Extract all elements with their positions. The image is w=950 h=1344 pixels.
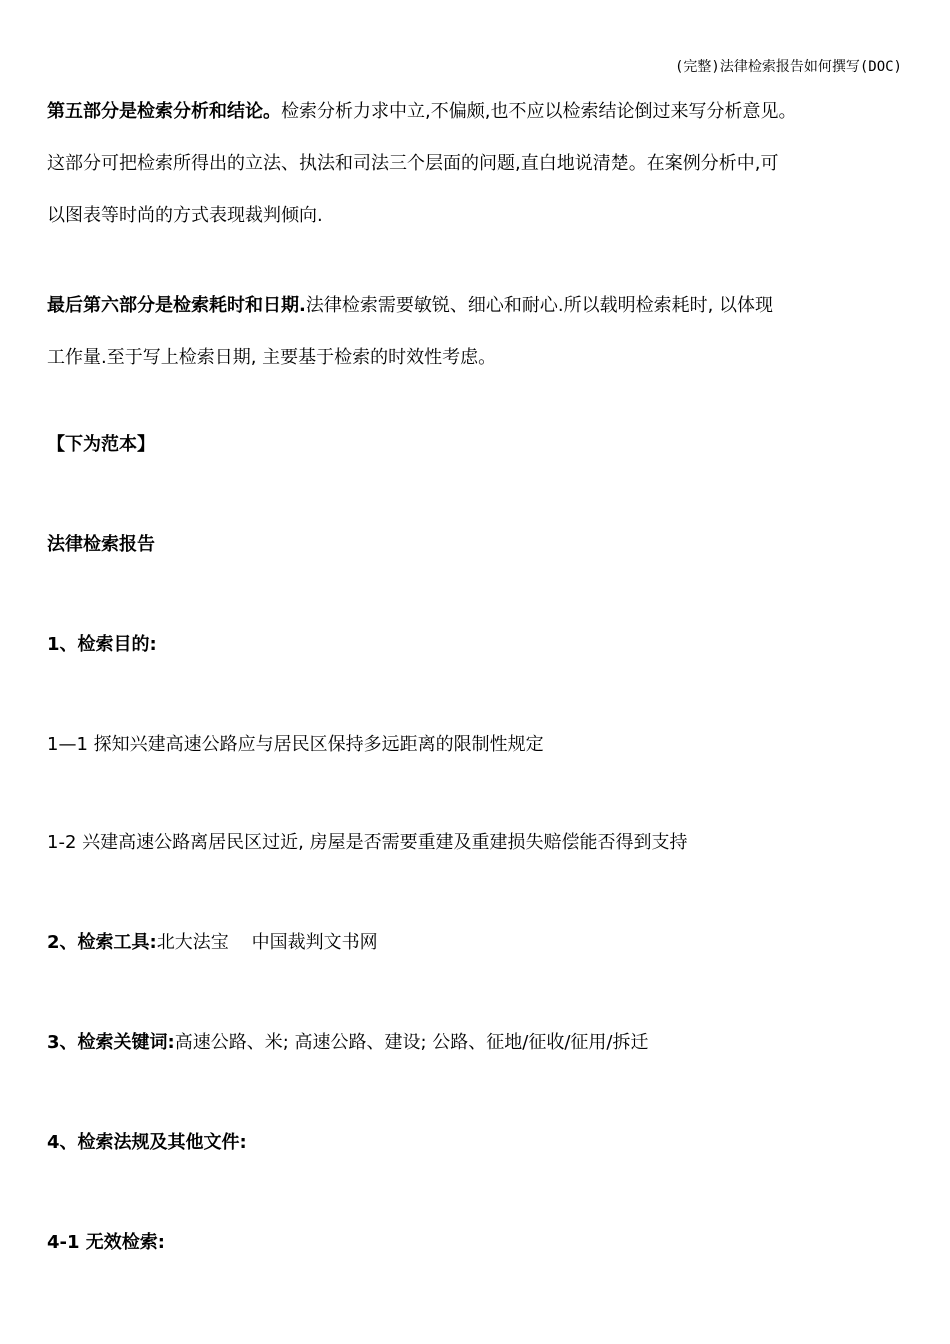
section6-lead: 最后第六部分是检索耗时和日期. (47, 295, 306, 316)
section6-paragraph (47, 280, 907, 384)
section6-line2: 工作量.至于写上检索日期, 主要基于检索的时效性考虑。 (47, 347, 497, 368)
item1-heading: 1、检索目的: (47, 634, 157, 655)
section5-line1-text: 检索分析力求中立,不偏颇,也不应以检索结论倒过来写分析意见。 (281, 101, 797, 122)
section5-lead: 第五部分是检索分析和结论。 (47, 101, 281, 122)
item2-line (47, 934, 378, 952)
section5-line3: 以图表等时尚的方式表现裁判倾向. (47, 205, 323, 226)
section5-line2: 这部分可把检索所得出的立法、执法和司法三个层面的问题,直白地说清楚。在案例分析中,可 (47, 153, 779, 174)
item2-value: 北大法宝 中国裁判文书网 (156, 932, 378, 953)
template-marker: 【下为范本】 (47, 434, 155, 455)
section6-line1 (47, 280, 907, 332)
item1-sub2: 1-2 兴建高速公路离居民区过近, 房屋是否需要重建及重建损失赔偿能否得到支持 (47, 832, 688, 853)
section6-line1-text: 法律检索需要敏锐、细心和耐心.所以载明检索耗时, 以体现 (305, 295, 774, 316)
item3-value: 高速公路、米; 高速公路、建设; 公路、征地/征收/征用/拆迁 (174, 1032, 649, 1053)
item3-line (47, 1034, 649, 1052)
item4-heading: 4、检索法规及其他文件: (47, 1132, 247, 1153)
section5-paragraph (47, 86, 907, 242)
document-header: (完整)法律检索报告如何撰写(DOC) (674, 59, 902, 75)
section5-line1 (47, 86, 907, 138)
report-title: 法律检索报告 (47, 534, 155, 555)
item1-sub1: 1—1 探知兴建高速公路应与居民区保持多远距离的限制性规定 (47, 734, 544, 755)
item3-heading: 3、检索关键词: (47, 1032, 175, 1053)
item2-heading: 2、检索工具: (47, 932, 157, 953)
item4-1-heading: 4-1 无效检索: (47, 1232, 165, 1253)
